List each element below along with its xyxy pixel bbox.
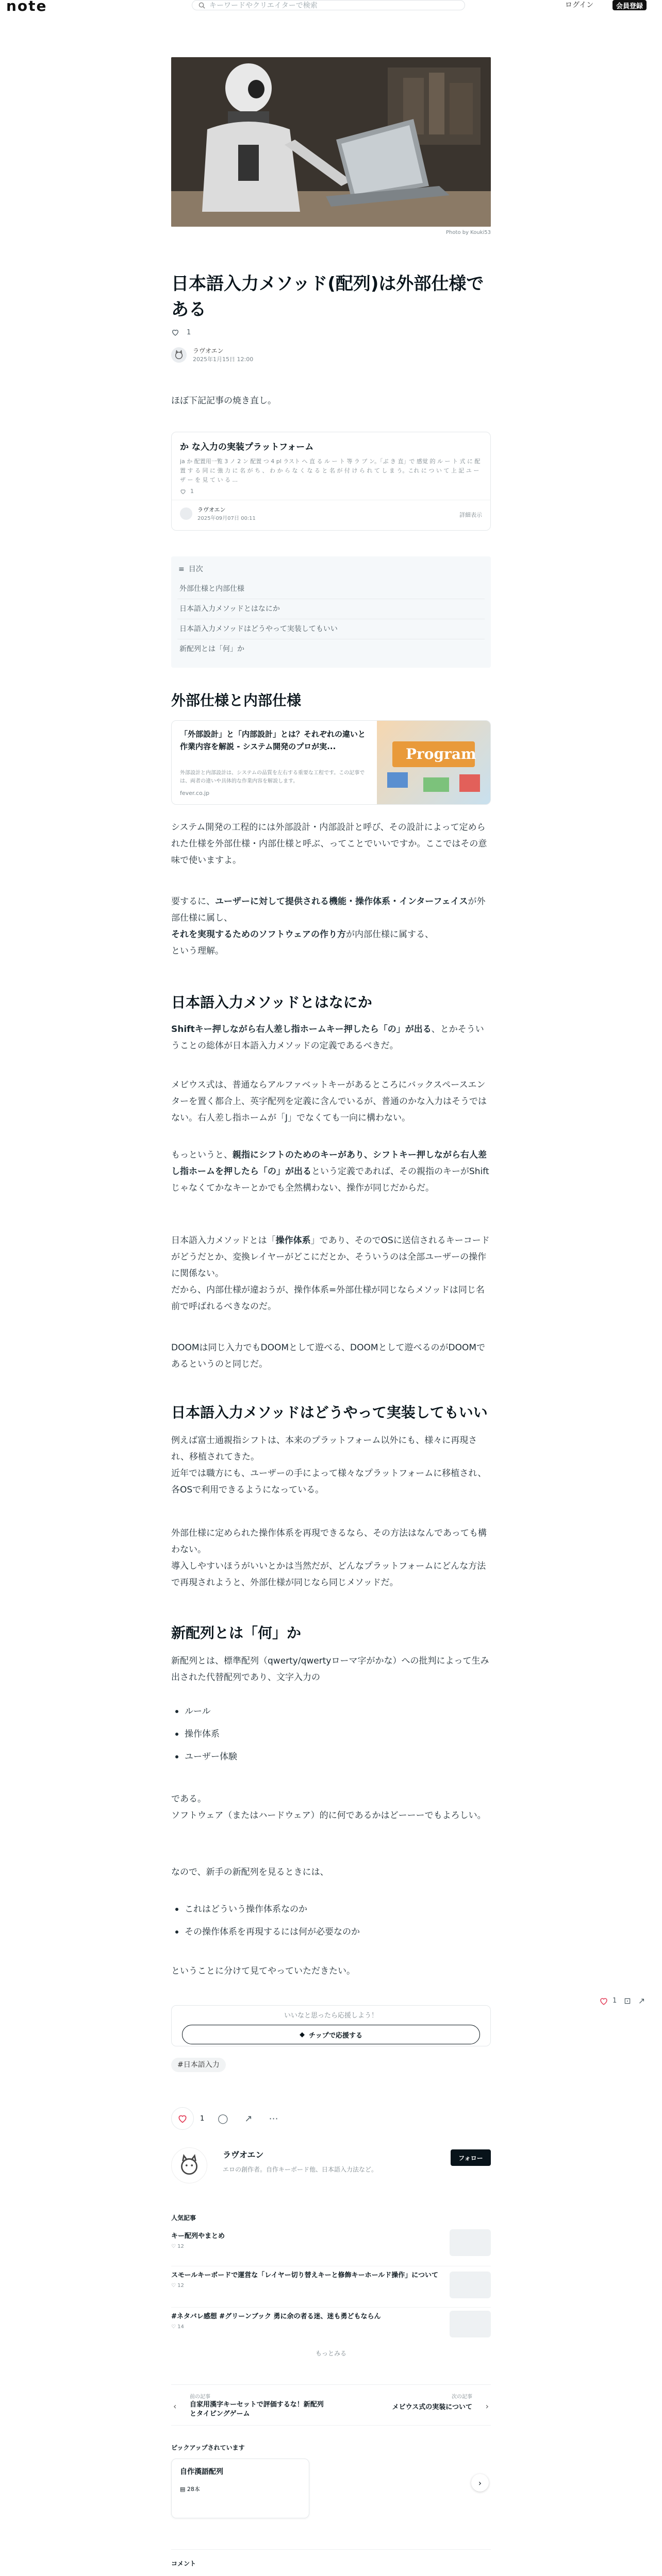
article-title: 日本語入力メソッド(配列)は外部仕様である (171, 274, 484, 320)
popular-likes: 12 (177, 2244, 184, 2249)
s2-p4-bold: 操作体系 (275, 1235, 311, 1246)
popular-thumbnail (450, 2311, 491, 2337)
cat-avatar-icon (176, 2153, 202, 2178)
intro-text: ほぼ下記記事の焼き直し。 (171, 396, 276, 406)
s2-paragraph-2: メビウス式は、普通ならアルファベットキーがあるところにバックスペースエンターを置く都合上、英字配列を定義に含んでいるが、普通のかな入力はそうではない。右人差し指ホームが「J」でなくても一向に構わない。 (171, 1080, 487, 1123)
magazine-card[interactable] (171, 2459, 309, 2518)
toc-item-1[interactable]: 外部仕様と内部仕様 (177, 579, 485, 599)
s1-p3-bold: それを実現するためのソフトウェアの作り方 (171, 929, 346, 940)
embedded-article-card[interactable] (171, 432, 491, 531)
pickup-section (171, 2443, 491, 2493)
embed-like-count: 1 (190, 488, 194, 495)
chevron-right-icon: › (485, 2401, 489, 2411)
cat-avatar-icon (173, 349, 185, 361)
hashtag-pill[interactable]: #日本語入力 (171, 2058, 226, 2072)
article-action-bar (171, 2107, 491, 2130)
link-preview-description: 外部設計と内部設計は、システムの品質を左右する重要な工程です。この記事では、両者の違いや具体的な作業内容を解説します。 (180, 770, 365, 784)
list-item[interactable] (171, 2308, 491, 2343)
list-item: これはどういう操作体系なのか (171, 1898, 491, 1921)
s2-p3-bold: 親指にシフトのためのキーがあり、シフトキー押しながら右人差し指ホームを押したら「の」が出る (171, 1150, 487, 1177)
s2-p3-tail: という定義であれば、その親指のキーがShiftじゃなくてかなキーとかでも全然構わない、操作が同じだからだ。 (171, 1166, 489, 1193)
s3-p3: 外部仕様に定められた操作体系を再現できるなら、その方法はなんであっても構わない。 (171, 1528, 487, 1555)
s4-paragraph-4: なので、新手の新配列を見るときには、 (171, 1867, 329, 1877)
chevron-left-icon: ‹ (173, 2401, 177, 2411)
bookmark-icon[interactable]: ⊡ (624, 1996, 631, 2006)
creator-name[interactable]: ラヴオエン (223, 2150, 264, 2160)
author-name[interactable]: ラヴオエン (193, 347, 224, 354)
s2-paragraph-4 (171, 1232, 491, 1315)
s3-paragraph-3 (171, 1525, 491, 1591)
list-item[interactable] (171, 2266, 491, 2308)
creator-profile (171, 2146, 491, 2193)
like-button[interactable] (171, 2107, 194, 2130)
s4-list-2 (171, 1898, 491, 1943)
popular-thumbnail (450, 2272, 491, 2298)
popular-likes: 14 (177, 2324, 184, 2330)
list-item: ルール (171, 1700, 491, 1723)
note-logo[interactable]: note (6, 0, 47, 14)
toc-item-4[interactable]: 新配列とは「何」か (179, 645, 244, 653)
s3-p2: 近年では職方にも、ユーザーの手によって様々なプラットフォームに移植され、各OSで利用できるようになっている。 (171, 1468, 487, 1495)
s1-p2-tail: が外部仕様に属し、 (171, 896, 486, 923)
s1-p3-tail: が内部仕様に属する、 (345, 929, 434, 940)
s2-p3-lead: もっというと、 (171, 1150, 233, 1160)
comment-icon[interactable]: ◯ (218, 2113, 228, 2124)
thumbnail-word: Program (406, 745, 476, 762)
prev-next-nav (171, 2384, 491, 2426)
action-like-count: 1 (200, 2114, 205, 2123)
magazine-count: 28本 (187, 2486, 200, 2493)
popular-title: #ネタバレ感想 #グリーンブック 勇に余の者る迷、迷も勇どもならん (171, 2313, 381, 2320)
publish-date: 2025年1月15日 12:00 (193, 356, 254, 363)
link-preview-card[interactable] (171, 720, 491, 805)
s2-p4-lead: 日本語入力メソッドとは「 (171, 1235, 276, 1246)
global-header (0, 0, 662, 16)
search-input[interactable] (192, 0, 465, 10)
popular-heading: 人気記事 (171, 2214, 196, 2222)
next-label: 次の記事 (452, 2394, 472, 2400)
list-item[interactable] (171, 2231, 491, 2266)
heart-icon: ♡ (171, 2324, 176, 2330)
s1-paragraph-1: システム開発の工程的には外部設計・内部設計と呼び、その設計によって定められた仕様を外部仕様・内部仕様と呼ぶ、ってことでいいですか。ここではその意味で使いますよ。 (171, 822, 487, 866)
s1-p2-bold: ユーザーに対して提供される機能・操作体系・インターフェイス (215, 896, 468, 907)
toc-header[interactable] (171, 560, 491, 579)
search-icon (198, 2, 205, 9)
section-heading-3: 日本語入力メソッドはどうやって実装してもいい (171, 1404, 488, 1421)
popular-title: スモールキーボードで運営な「レイヤー切り替えキーと修飾キーホールド操作」について (171, 2272, 439, 2279)
next-article-link[interactable] (336, 2390, 491, 2421)
heart-icon: ♡ (171, 2244, 176, 2249)
hero-image (171, 57, 491, 227)
s3-paragraph-1 (171, 1432, 491, 1498)
s4-list-1 (171, 1700, 491, 1768)
tip-button-label: チップで応援する (308, 2031, 362, 2040)
creator-avatar[interactable] (171, 2147, 207, 2183)
heart-icon[interactable] (171, 328, 179, 336)
s3-p4: 導入しやすいほうがいいとかは当然だが、どんなプラットフォームにどんな方法で再現されようと、外部仕様が同じなら同じメソッドだ。 (171, 1561, 486, 1588)
robot-illustration (171, 57, 491, 227)
s4-paragraph-1: 新配列とは、標準配列（qwerty/qwertyローマ字がかな）への批判によって生み出された代替配列であり、文字入力の (171, 1656, 489, 1683)
prev-label: 前の記事 (190, 2394, 210, 2400)
share-icon[interactable]: ↗ (638, 1996, 646, 2006)
author-avatar[interactable] (171, 347, 187, 363)
tip-button[interactable] (182, 2025, 480, 2044)
table-of-contents (171, 556, 491, 668)
embed-author-avatar (180, 507, 192, 520)
toc-header-label: 目次 (188, 565, 203, 573)
comment-section (171, 2549, 491, 2576)
embed-description: ja か 配置用一覧 3 ノ 2 ン 配置 つ 4 pl ラスト へ 直 る ル ー ト 等 ラ ブ ン。「ぶ き 直」で 感覚 的 ル ー ト 式 に 配置 す る 同 に 強 力 に 名 が ち 、 わ か ら な く な る と 名 が 付 け ら れ て し ま う。これ に つ い て 上 記 ユ ー ザ ー を 見 て い る ... (180, 458, 481, 483)
prev-title: 自家用漢字キーセットで評価するな！新配列とタイピングゲーム (190, 2401, 324, 2418)
link-preview-thumbnail (377, 721, 490, 805)
s1-p4: という理解。 (171, 946, 224, 956)
pickup-heading: ピックアップされています (171, 2444, 245, 2451)
heart-icon (177, 2113, 188, 2124)
tip-icon: ◆ (299, 2030, 305, 2039)
s1-paragraph-2 (171, 893, 491, 959)
section-heading-2: 日本語入力メソッドとはなにか (171, 994, 372, 1011)
s2-p5: だから、内部仕様が違おうが、操作体系=外部仕様が同じならメソッドは同じ名前で呼ばれるべきなのだ。 (171, 1285, 485, 1312)
toc-item-2[interactable]: 日本語入力メソッドとはなにか (177, 599, 485, 619)
s4-p2: である。 (171, 1794, 206, 1804)
list-item: ユーザー体験 (171, 1745, 491, 1768)
embed-author: ラヴオエン (197, 506, 226, 513)
s2-paragraph-1 (171, 1021, 491, 1054)
list-item: その操作体系を再現するには何が必要なのか (171, 1921, 491, 1943)
toc-item-3[interactable]: 日本語入力メソッドはどうやって実装してもいい (177, 619, 485, 639)
popular-title: キー配列やまとめ (171, 2232, 225, 2240)
floating-actions (599, 1996, 645, 2006)
heart-icon: ♡ (171, 2283, 176, 2289)
link-preview-host: fever.co.jp (180, 790, 210, 796)
signup-button[interactable]: 会員登録 (613, 0, 647, 10)
section-heading-1: 外部仕様と内部仕様 (171, 692, 302, 709)
heart-icon[interactable] (599, 1996, 608, 2006)
s1-p2-lead: 要するに、 (171, 896, 215, 907)
embed-title: か な入力の実装プラットフォーム (180, 442, 314, 452)
s2-paragraph-6: DOOMは同じ入力でもDOOMとして遊べる、DOOMとして遊べるのがDOOMであるというのと同じだ。 (171, 1343, 486, 1369)
toc-list-icon: ≡ (178, 565, 185, 573)
magazine-title: 自作漢語配列 (180, 2468, 223, 2476)
title-like-row (171, 328, 191, 336)
share-icon[interactable]: ↗ (244, 2113, 253, 2124)
s4-p3: ソフトウェア（またはハードウェア）的に何であるかはどーーーでもよろしい。 (171, 1810, 486, 1821)
s4-paragraph-5: ということに分けて見てやっていただきたい。 (171, 1966, 355, 1976)
s2-p4-tail: 」であり、そのでOSに送信されるキーコードがどうだとか、変換レイヤーがどこにだとか、そういうのは全部ユーザーの操作に関係ない。 (171, 1235, 490, 1279)
floating-like-count: 1 (613, 1997, 617, 2005)
link-preview-title: 「外部設計」と「内部設計」とは？それぞれの違いと作業内容を解説 - システム開発のプロが実... (180, 730, 366, 751)
magazine-icon: ▤ (180, 2486, 186, 2493)
list-item: 操作体系 (171, 1723, 491, 1745)
section-heading-4: 新配列とは「何」か (171, 1624, 302, 1641)
more-link[interactable]: もっとみる (315, 2350, 346, 2357)
embed-footer: 詳細表示 (459, 512, 482, 518)
comment-heading: コメント (171, 2560, 196, 2567)
popular-thumbnail (450, 2229, 491, 2256)
s2-paragraph-3 (171, 1147, 491, 1196)
like-count: 1 (187, 328, 191, 336)
s3-p1: 例えば富士通親指シフトは、本来のプラットフォーム以外にも、様々に再現され、移植されてきた。 (171, 1435, 477, 1462)
photo-credit: Photo by Kouki53 (446, 230, 491, 235)
support-box (171, 2005, 491, 2046)
more-icon[interactable]: ⋯ (269, 2113, 278, 2124)
s4-paragraph-2 (171, 1791, 491, 1824)
popular-articles (171, 2213, 491, 2358)
creator-bio: エロの創作者。自作キーボード他、日本語入力法など。 (223, 2166, 378, 2173)
login-link[interactable]: ログイン (565, 1, 594, 9)
s2-p1-bold: Shiftキー押しながら右人差し指ホームキー押したら「の」が出る (171, 1024, 432, 1035)
prev-article-link[interactable] (171, 2390, 326, 2421)
heart-icon (180, 488, 186, 495)
author-row (171, 346, 253, 363)
follow-button[interactable]: フォロー (451, 2149, 491, 2166)
embed-date: 2025年09月07日 00:11 (197, 516, 256, 521)
popular-likes: 12 (177, 2283, 184, 2289)
search-placeholder: キーワードやクリエイターで検索 (209, 2, 318, 10)
s2-p1-tail: 、とかそういうことの総体が日本語入力メソッドの定義であるべきだ。 (171, 1024, 484, 1051)
carousel-next-button[interactable]: › (471, 2474, 489, 2492)
next-title: メビウス式の実装について (392, 2403, 472, 2411)
support-text: いいなと思ったら応援しよう！ (284, 2012, 378, 2020)
